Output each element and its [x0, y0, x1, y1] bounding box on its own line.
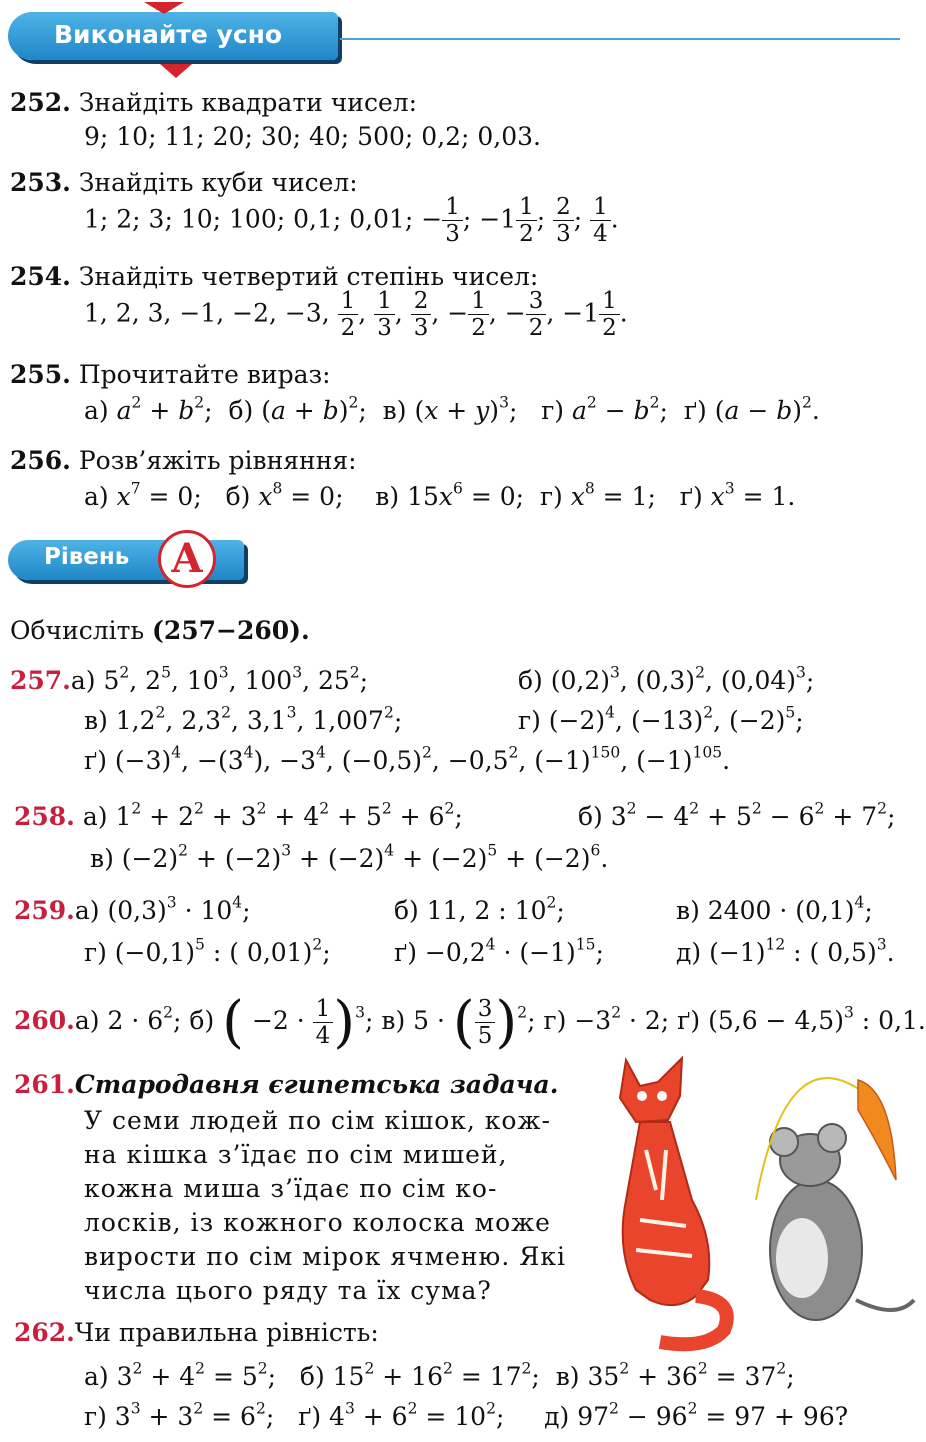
exercise-254: [10, 262, 538, 291]
exercise-number: 261.: [14, 1070, 75, 1099]
exercise-252-list: 9; 10; 11; 20; 30; 40; 500; 0,2; 0,03.: [84, 122, 542, 151]
section-banner: [8, 12, 338, 60]
exercise-262-row2: г) $3^3 + 3^2 = 6^2$; ґ) $4^3 + 6^2 = 10^2$; д) $97^2 - 96^2 = 97 + 96$?: [84, 1399, 849, 1431]
exercise-261-line: на кішка з’їдає по сім мишей,: [84, 1140, 508, 1169]
exercise-258-row1: 258. а) $1^2 + 2^2 + 3^2 + 4^2 + 5^2 + 6^2$;: [14, 799, 463, 831]
compute-intro: Обчисліть (257−260).: [10, 616, 310, 645]
cat-illustration: [620, 1058, 727, 1344]
header-rule: [340, 38, 900, 40]
exercise-257-row1: 257.а) $5^2$, $2^5$, $10^3$, $100^3$, $25^2$;: [10, 663, 369, 695]
level-banner: [8, 535, 244, 582]
level-label: Рівень: [44, 544, 130, 570]
exercise-261-line: У семи людей по сім кішок, кож-: [84, 1106, 551, 1135]
exercise-254-list: 1, 2, 3, −1, −2, −3, $\frac{1}{2}$ , $\frac{1}{3}$ , $\frac{2}{3}$ , − $\frac{1}{2}$ , − $\frac{3}{2}$ , −1 $\frac{1}{2}$ .: [84, 288, 628, 342]
exercise-256: [10, 446, 357, 475]
exercise-253: [10, 168, 358, 197]
exercise-261-line: кожна миша з’їдає по сім ко-: [84, 1174, 498, 1203]
exercise-number: 255.: [10, 360, 71, 389]
banner-marker-top: [144, 2, 184, 14]
exercise-number: 258.: [14, 802, 75, 831]
exercise-259-row1: 259.а) $(0,3)^3 \cdot 10^4$;: [14, 893, 251, 925]
exercise-text: Розв’яжіть рівняння:: [78, 446, 357, 475]
exercise-text: Чи правильна рівність:: [74, 1318, 379, 1347]
exercise-text: Знайдіть четвертий степінь чисел:: [78, 262, 539, 291]
exercise-257-row3: ґ) $(-3)^4$, $-(3^4)$, $-3^4$, $(-0,5)^2$, $-0,5^2$, $(-1)^{150}$, $(-1)^{105}$.: [84, 743, 731, 775]
level-letter: А: [158, 530, 216, 588]
exercise-262: [14, 1318, 379, 1347]
exercise-255-items: а) $a^2 + b^2$; б) $(a + b)^2$; в) $(x + y)^3$; г) $a^2 - b^2$; ґ) $(a - b)^2$.: [84, 393, 820, 425]
cat-mouse-illustration: [596, 1050, 914, 1350]
exercise-259-row2: г) $(-0,1)^5$ : ( 0,01)$^2$;: [84, 935, 331, 967]
exercise-253-list: 1; 2; 3; 10; 100; 0,1; 0,01; − $\frac{1}{3}$ ; −1 $\frac{1}{2}$ ; $\frac{2}{3}$ ; $\frac{1}{4}$ .: [84, 194, 619, 248]
exercise-number: 260.: [14, 1006, 75, 1035]
exercise-258-row2: в) $(-2)^2 + (-2)^3 + (-2)^4 + (-2)^5 + (-2)^6$.: [90, 841, 609, 873]
exercise-257-row2: в) $1,2^2$, $2,3^2$, $3,1^3$, 1,007$^2$;: [84, 703, 403, 735]
exercise-text: Знайдіть куби чисел:: [78, 168, 358, 197]
exercise-number: 254.: [10, 262, 71, 291]
exercise-255: [10, 360, 331, 389]
exercise-number: 262.: [14, 1318, 75, 1347]
exercise-number: 256.: [10, 446, 71, 475]
exercise-256-items: а) $x^7 = 0$; б) $x^8 = 0$; в) $15x^6 = 0$; г) $x^8 = 1$; ґ) $x^3 = 1$.: [84, 479, 796, 511]
exercise-262-row1: а) $3^2 + 4^2 = 5^2$; б) $15^2 + 16^2 = 17^2$; в) $35^2 + 36^2 = 37^2$;: [84, 1359, 795, 1391]
exercise-252: [10, 88, 417, 117]
exercise-261-line: лосків, із кожного колоска може: [84, 1208, 551, 1237]
exercise-261-title: 261.Стародавня єгипетська задача.: [14, 1070, 559, 1099]
exercise-number: 259.: [14, 896, 75, 925]
section-banner-title: Виконайте усно: [54, 20, 283, 49]
banner-marker-bottom: [160, 64, 192, 78]
exercise-text: Прочитайте вираз:: [78, 360, 331, 389]
exercise-261-line: вирости по сім мірок ячменю. Які: [84, 1242, 567, 1271]
exercise-261-line: числа цього ряду та їх сума?: [84, 1276, 492, 1305]
exercise-number: 253.: [10, 168, 71, 197]
exercise-text: Знайдіть квадрати чисел:: [78, 88, 418, 117]
exercise-260: 260.а) $2 \cdot 6^2$; б) ( −2 · $\frac{1}{4}$ )$^3$; в) 5 · ( $\frac{3}{5}$ )$^2$; $г) -3^2 \cdot 2$; ґ) $(5,6 - 4,5)^3$ : 0,1.: [14, 990, 926, 1055]
exercise-number: 252.: [10, 88, 71, 117]
exercise-number: 257.: [10, 666, 71, 695]
